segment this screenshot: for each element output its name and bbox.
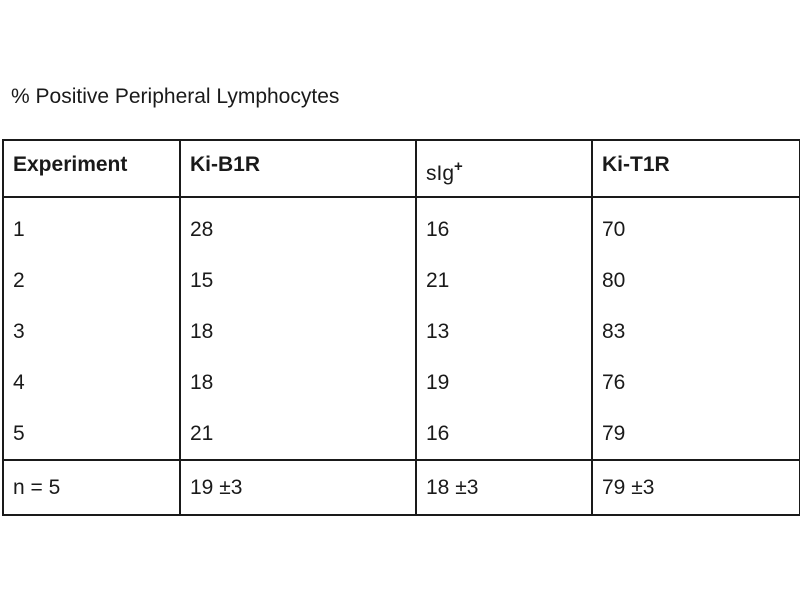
table-row <box>3 408 800 460</box>
cell-sig: 16 <box>416 408 592 460</box>
cell-experiment: 1 <box>3 197 180 255</box>
cell-experiment: 4 <box>3 357 180 408</box>
header-row <box>3 140 800 197</box>
header-sig-sup: + <box>454 158 463 175</box>
summary-n: n = 5 <box>3 460 180 515</box>
lymphocyte-table <box>2 139 800 516</box>
header-experiment: Experiment <box>3 140 180 197</box>
cell-sig: 21 <box>416 255 592 306</box>
cell-ki-t1r: 80 <box>592 255 800 306</box>
cell-ki-t1r: 79 <box>592 408 800 460</box>
cell-experiment: 3 <box>3 306 180 357</box>
header-sig <box>416 140 592 197</box>
header-sig-base: sIg <box>426 162 455 185</box>
summary-ki-b1r: 19 ±3 <box>180 460 416 515</box>
cell-experiment: 2 <box>3 255 180 306</box>
table-caption: % Positive Peripheral Lymphocytes <box>11 85 340 108</box>
cell-ki-t1r: 76 <box>592 357 800 408</box>
table-row <box>3 357 800 408</box>
cell-ki-b1r: 21 <box>180 408 416 460</box>
cell-sig: 13 <box>416 306 592 357</box>
cell-sig: 16 <box>416 197 592 255</box>
header-ki-t1r: Ki-T1R <box>592 140 800 197</box>
summary-row <box>3 460 800 515</box>
cell-ki-t1r: 83 <box>592 306 800 357</box>
summary-ki-t1r: 79 ±3 <box>592 460 800 515</box>
table-row <box>3 255 800 306</box>
cell-ki-b1r: 28 <box>180 197 416 255</box>
cell-ki-b1r: 15 <box>180 255 416 306</box>
summary-sig: 18 ±3 <box>416 460 592 515</box>
header-ki-b1r: Ki-B1R <box>180 140 416 197</box>
cell-sig: 19 <box>416 357 592 408</box>
table-row <box>3 197 800 255</box>
cell-ki-b1r: 18 <box>180 357 416 408</box>
cell-experiment: 5 <box>3 408 180 460</box>
cell-ki-t1r: 70 <box>592 197 800 255</box>
table-row <box>3 306 800 357</box>
cell-ki-b1r: 18 <box>180 306 416 357</box>
